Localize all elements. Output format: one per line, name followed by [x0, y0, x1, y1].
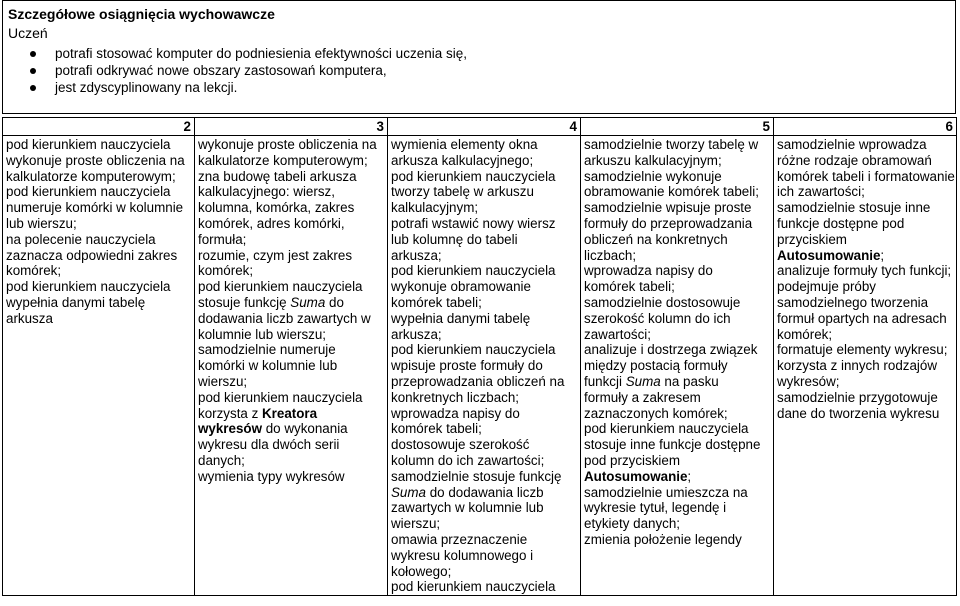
- requirement-text: Autosumowanie: [777, 247, 881, 263]
- requirement-line: [391, 548, 577, 564]
- requirement-text: wymienia typy wykresów: [198, 468, 345, 484]
- requirement-line: [584, 248, 770, 264]
- requirement-text: pod kierunkiem nauczyciela: [6, 137, 171, 152]
- grade-5-requirements: [581, 136, 774, 596]
- grade-header: 3: [195, 118, 388, 136]
- requirement-line: [777, 137, 953, 153]
- requirement-line: [584, 532, 770, 548]
- requirement-line: [777, 279, 953, 295]
- requirement-line: [391, 184, 577, 200]
- requirement-line: [391, 169, 577, 185]
- requirement-line: [6, 263, 191, 279]
- requirement-text: do dodawania liczb: [425, 484, 544, 500]
- requirement-line: [6, 279, 191, 295]
- requirement-line: [6, 137, 191, 153]
- requirement-text: wykresu kolumnowego i: [391, 547, 534, 563]
- requirement-text: obramowanie komórek tabeli;: [584, 184, 759, 200]
- requirement-text: wypełnia danymi tabelę: [391, 310, 531, 326]
- requirement-line: [584, 342, 770, 358]
- requirement-text: lub kolumnę do tabeli: [391, 231, 518, 247]
- requirement-text: pod kierunkiem nauczyciela: [6, 184, 171, 200]
- requirement-line: [391, 137, 577, 153]
- requirement-text: na pasku: [660, 373, 719, 389]
- requirement-text: komórek, adres komórki,: [198, 215, 345, 231]
- requirement-text: kołowego;: [391, 563, 452, 579]
- grades-table: [2, 117, 957, 596]
- requirement-line: [198, 327, 384, 343]
- requirement-line: [198, 374, 384, 390]
- requirement-text: pod przyciskiem: [584, 452, 680, 468]
- requirement-text: formuł opartych na adresach: [777, 310, 947, 326]
- requirement-line: [391, 279, 577, 295]
- grade-header: 2: [3, 118, 195, 136]
- requirement-line: [6, 232, 191, 248]
- requirement-text: komórek tabeli;: [584, 279, 675, 295]
- requirement-text: arkusza kalkulacyjnego;: [391, 152, 534, 168]
- requirement-line: [391, 469, 577, 485]
- requirement-text: funkcji: [584, 373, 626, 389]
- requirement-line: [391, 263, 577, 279]
- requirement-text: zna budowę tabeli arkusza: [198, 168, 357, 184]
- requirement-text: omawia przeznaczenie: [391, 531, 528, 547]
- requirement-text: szerokość kolumn do ich: [584, 310, 731, 326]
- requirement-text: kolumn do ich zawartości;: [391, 452, 545, 468]
- requirement-line: [391, 564, 577, 580]
- requirement-text: pod kierunkiem nauczyciela: [584, 421, 749, 437]
- requirement-text: stosuje inne funkcje dostępne: [584, 437, 761, 453]
- grade-6-requirements: [774, 136, 957, 596]
- requirement-line: [391, 327, 577, 343]
- requirement-line: [198, 295, 384, 311]
- requirement-text: stosuje funkcję: [198, 294, 291, 310]
- requirement-text: przeprowadzania obliczeń na: [391, 373, 565, 389]
- requirement-line: [584, 153, 770, 169]
- requirement-text: korzysta z: [198, 405, 262, 421]
- requirement-text: kolumnie lub wierszu;: [198, 326, 327, 342]
- requirement-text: Suma: [391, 484, 426, 500]
- requirement-line: [198, 390, 384, 406]
- requirement-line: [198, 358, 384, 374]
- requirement-line: [391, 374, 577, 390]
- requirement-line: [584, 516, 770, 532]
- requirement-line: [777, 358, 953, 374]
- requirement-line: [584, 406, 770, 422]
- requirement-text: zawartości;: [584, 326, 651, 342]
- requirement-line: [6, 295, 191, 311]
- requirement-text: arkusza;: [391, 247, 442, 263]
- requirement-text: samodzielnie przygotowuje: [777, 389, 938, 405]
- requirement-text: dostosowuje szerokość: [391, 437, 530, 453]
- requirement-text: samodzielnie tworzy tabelę w: [584, 137, 759, 152]
- requirement-text: wpisuje proste formuły do: [391, 358, 543, 374]
- requirement-text: lub wierszu;: [6, 215, 77, 231]
- requirement-text: zaznacza odpowiedni zakres: [6, 247, 178, 263]
- requirement-text: wykonuje obramowanie: [391, 279, 531, 295]
- requirement-line: [777, 342, 953, 358]
- bullet-item: jest zdyscyplinowany na lekcji.: [3, 79, 467, 96]
- subject-label: Uczeń: [8, 25, 48, 41]
- requirement-text: kalkulatorze komputerowym;: [6, 168, 176, 184]
- requirement-line: [584, 500, 770, 516]
- requirement-line: [777, 232, 953, 248]
- requirement-line: [777, 406, 953, 422]
- requirement-text: komórki w kolumnie lub: [198, 358, 338, 374]
- requirement-line: [391, 437, 577, 453]
- requirement-text: pod kierunkiem nauczyciela: [391, 263, 556, 279]
- requirement-text: komórek;: [198, 263, 254, 279]
- requirement-line: [777, 390, 953, 406]
- requirement-text: potrafi wstawić nowy wiersz: [391, 215, 556, 231]
- requirement-text: konkretnych liczbach;: [391, 389, 520, 405]
- requirement-text: kalkulacyjnego: wiersz,: [198, 184, 335, 200]
- requirement-text: komórek tabeli i formatowanie: [777, 168, 955, 184]
- requirement-text: przyciskiem: [777, 231, 847, 247]
- requirement-text: wykresów: [198, 421, 263, 437]
- requirement-text: komórek;: [777, 326, 833, 342]
- requirement-text: formuły do przeprowadzania: [584, 215, 753, 231]
- requirement-text: wierszu;: [391, 516, 441, 532]
- requirement-text: kalkulacyjnym;: [391, 200, 479, 216]
- requirement-line: [391, 390, 577, 406]
- requirement-text: obliczeń na konkretnych: [584, 231, 728, 247]
- requirement-text: wykresie tytuł, legendę i: [584, 500, 727, 516]
- requirement-text: pod kierunkiem nauczyciela: [391, 579, 556, 595]
- requirement-text: ;: [687, 468, 692, 484]
- requirement-text: do: [325, 294, 344, 310]
- requirement-line: [391, 421, 577, 437]
- requirement-text: dane do tworzenia wykresu: [777, 405, 940, 421]
- requirement-text: danych;: [198, 452, 245, 468]
- requirement-line: [777, 327, 953, 343]
- requirement-text: Suma: [625, 373, 661, 389]
- requirement-line: [777, 200, 953, 216]
- requirement-text: samodzielnie umieszcza na: [584, 484, 748, 500]
- requirements-row: [3, 136, 957, 596]
- requirement-line: [198, 421, 384, 437]
- requirement-line: [198, 232, 384, 248]
- requirement-text: pod kierunkiem nauczyciela: [391, 168, 556, 184]
- requirement-line: [391, 532, 577, 548]
- requirement-text: arkuszu kalkulacyjnym;: [584, 152, 722, 168]
- requirement-line: [584, 421, 770, 437]
- requirement-text: formuły a zakresem: [584, 389, 701, 405]
- requirement-line: [391, 311, 577, 327]
- requirement-text: samodzielnego tworzenia: [777, 294, 929, 310]
- requirement-text: zmienia położenie legendy: [584, 531, 742, 547]
- requirement-text: formatuje elementy wykresu;: [777, 342, 948, 358]
- requirement-line: [6, 200, 191, 216]
- requirement-text: podejmuje próby: [777, 279, 877, 295]
- requirement-text: tworzy tabelę w arkuszu: [391, 184, 534, 200]
- requirement-text: na polecenie nauczyciela: [6, 231, 156, 247]
- requirement-text: samodzielnie wpisuje proste: [584, 200, 752, 216]
- grade-3-requirements: [195, 136, 388, 596]
- requirement-line: [198, 137, 384, 153]
- requirement-line: [198, 263, 384, 279]
- requirement-line: [777, 374, 953, 390]
- requirement-line: [391, 200, 577, 216]
- requirement-text: ;: [880, 247, 885, 263]
- requirement-text: funkcje dostępne pod: [777, 215, 905, 231]
- requirement-line: [584, 263, 770, 279]
- requirement-line: [584, 374, 770, 390]
- requirement-line: [6, 169, 191, 185]
- requirement-line: [198, 216, 384, 232]
- requirement-line: [198, 279, 384, 295]
- requirement-line: [584, 390, 770, 406]
- requirement-text: między postacią formuły: [584, 358, 728, 374]
- requirement-line: [584, 327, 770, 343]
- requirement-line: [6, 216, 191, 232]
- requirement-line: [777, 311, 953, 327]
- requirement-line: [777, 248, 953, 264]
- requirement-text: samodzielnie wykonuje: [584, 168, 722, 184]
- requirement-line: [584, 437, 770, 453]
- requirement-line: [777, 169, 953, 185]
- requirement-line: [584, 137, 770, 153]
- requirement-text: Suma: [290, 294, 326, 310]
- requirement-text: zawartych w kolumnie lub: [391, 500, 544, 516]
- grade-header: 6: [774, 118, 957, 136]
- requirement-text: komórek;: [6, 263, 62, 279]
- requirement-line: [198, 406, 384, 422]
- requirement-text: samodzielnie stosuje inne: [777, 200, 931, 216]
- requirement-text: wykresów;: [777, 373, 840, 389]
- requirement-text: analizuje i dostrzega związek: [584, 342, 758, 358]
- requirement-text: formuła;: [198, 231, 247, 247]
- requirement-line: [391, 358, 577, 374]
- requirement-line: [198, 453, 384, 469]
- requirement-line: [391, 295, 577, 311]
- requirement-text: samodzielnie dostosowuje: [584, 294, 741, 310]
- achievements-header: [2, 0, 956, 114]
- requirement-text: zaznaczonych komórek;: [584, 405, 728, 421]
- requirement-line: [777, 153, 953, 169]
- requirement-line: [391, 579, 577, 595]
- requirement-text: arkusza: [6, 310, 53, 326]
- requirement-text: do wykonania: [262, 421, 348, 437]
- requirement-text: korzysta z innych rodzajów: [777, 358, 938, 374]
- requirement-line: [584, 485, 770, 501]
- requirement-text: Autosumowanie: [584, 468, 688, 484]
- requirement-text: liczbach;: [584, 247, 637, 263]
- requirement-line: [777, 216, 953, 232]
- requirement-text: kalkulatorze komputerowym;: [198, 152, 368, 168]
- grades-header-row: [3, 118, 957, 136]
- requirement-line: [391, 153, 577, 169]
- requirement-text: analizuje formuły tych funkcji;: [777, 263, 952, 279]
- requirement-line: [6, 153, 191, 169]
- requirement-line: [777, 295, 953, 311]
- requirement-text: wprowadza napisy do: [391, 405, 520, 421]
- requirement-text: komórek tabeli;: [391, 294, 482, 310]
- requirement-line: [584, 469, 770, 485]
- requirement-line: [198, 153, 384, 169]
- requirement-line: [391, 216, 577, 232]
- requirement-line: [6, 311, 191, 327]
- requirement-line: [391, 248, 577, 264]
- bullet-item: potrafi stosować komputer do podniesienia efektywności uczenia się,: [3, 45, 467, 62]
- requirement-text: wykonuje proste obliczenia na: [198, 137, 377, 152]
- requirement-line: [391, 453, 577, 469]
- requirement-line: [391, 232, 577, 248]
- grade-2-requirements: [3, 136, 195, 596]
- grade-header: 5: [581, 118, 774, 136]
- requirement-line: [584, 232, 770, 248]
- requirement-line: [584, 169, 770, 185]
- requirement-line: [584, 295, 770, 311]
- requirement-text: wykresu dla dwóch serii: [198, 437, 340, 453]
- requirement-text: wypełnia danymi tabelę: [6, 294, 146, 310]
- requirement-text: pod kierunkiem nauczyciela: [391, 342, 556, 358]
- requirement-line: [198, 311, 384, 327]
- requirement-text: samodzielnie wprowadza: [777, 137, 927, 152]
- requirement-line: [584, 358, 770, 374]
- requirement-text: kolumna, komórka, zakres: [198, 200, 355, 216]
- requirement-line: [391, 516, 577, 532]
- requirement-line: [198, 437, 384, 453]
- requirement-text: ich zawartości;: [777, 184, 865, 200]
- requirement-line: [391, 406, 577, 422]
- requirement-text: pod kierunkiem nauczyciela: [198, 279, 363, 295]
- requirement-text: numeruje komórki w kolumnie: [6, 200, 184, 216]
- requirement-text: wymienia elementy okna: [391, 137, 538, 152]
- requirement-text: samodzielnie stosuje funkcję: [391, 468, 562, 484]
- requirement-text: różne rodzaje obramowań: [777, 152, 932, 168]
- grade-header: 4: [388, 118, 581, 136]
- requirement-line: [777, 184, 953, 200]
- requirement-line: [198, 342, 384, 358]
- requirement-text: wprowadza napisy do: [584, 263, 713, 279]
- requirement-line: [198, 469, 384, 485]
- bullet-item: potrafi odkrywać nowe obszary zastosowań komputera,: [3, 62, 467, 79]
- requirement-text: pod kierunkiem nauczyciela: [6, 279, 171, 295]
- requirement-line: [198, 248, 384, 264]
- requirement-line: [584, 184, 770, 200]
- requirement-text: pod kierunkiem nauczyciela: [198, 389, 363, 405]
- requirement-text: wykonuje proste obliczenia na: [6, 152, 185, 168]
- requirement-line: [584, 453, 770, 469]
- requirement-text: wierszu;: [198, 373, 248, 389]
- requirement-text: rozumie, czym jest zakres: [198, 247, 353, 263]
- section-title: Szczegółowe osiągnięcia wychowawcze: [8, 6, 275, 22]
- requirement-text: arkusza;: [391, 326, 442, 342]
- requirement-line: [198, 200, 384, 216]
- requirement-line: [584, 279, 770, 295]
- requirement-line: [584, 200, 770, 216]
- requirement-text: samodzielnie numeruje: [198, 342, 336, 358]
- requirement-line: [584, 311, 770, 327]
- requirement-text: etykiety danych;: [584, 516, 681, 532]
- requirement-line: [6, 248, 191, 264]
- requirement-line: [391, 500, 577, 516]
- requirement-text: dodawania liczb zawartych w: [198, 310, 371, 326]
- grade-4-requirements: [388, 136, 581, 596]
- requirement-text: komórek tabeli;: [391, 421, 482, 437]
- requirement-line: [198, 169, 384, 185]
- requirement-line: [198, 184, 384, 200]
- bullet-list: [3, 45, 467, 96]
- requirement-line: [584, 216, 770, 232]
- requirement-text: Kreatora: [262, 405, 318, 421]
- requirement-line: [6, 184, 191, 200]
- requirement-line: [391, 485, 577, 501]
- requirement-line: [391, 342, 577, 358]
- requirement-line: [777, 263, 953, 279]
